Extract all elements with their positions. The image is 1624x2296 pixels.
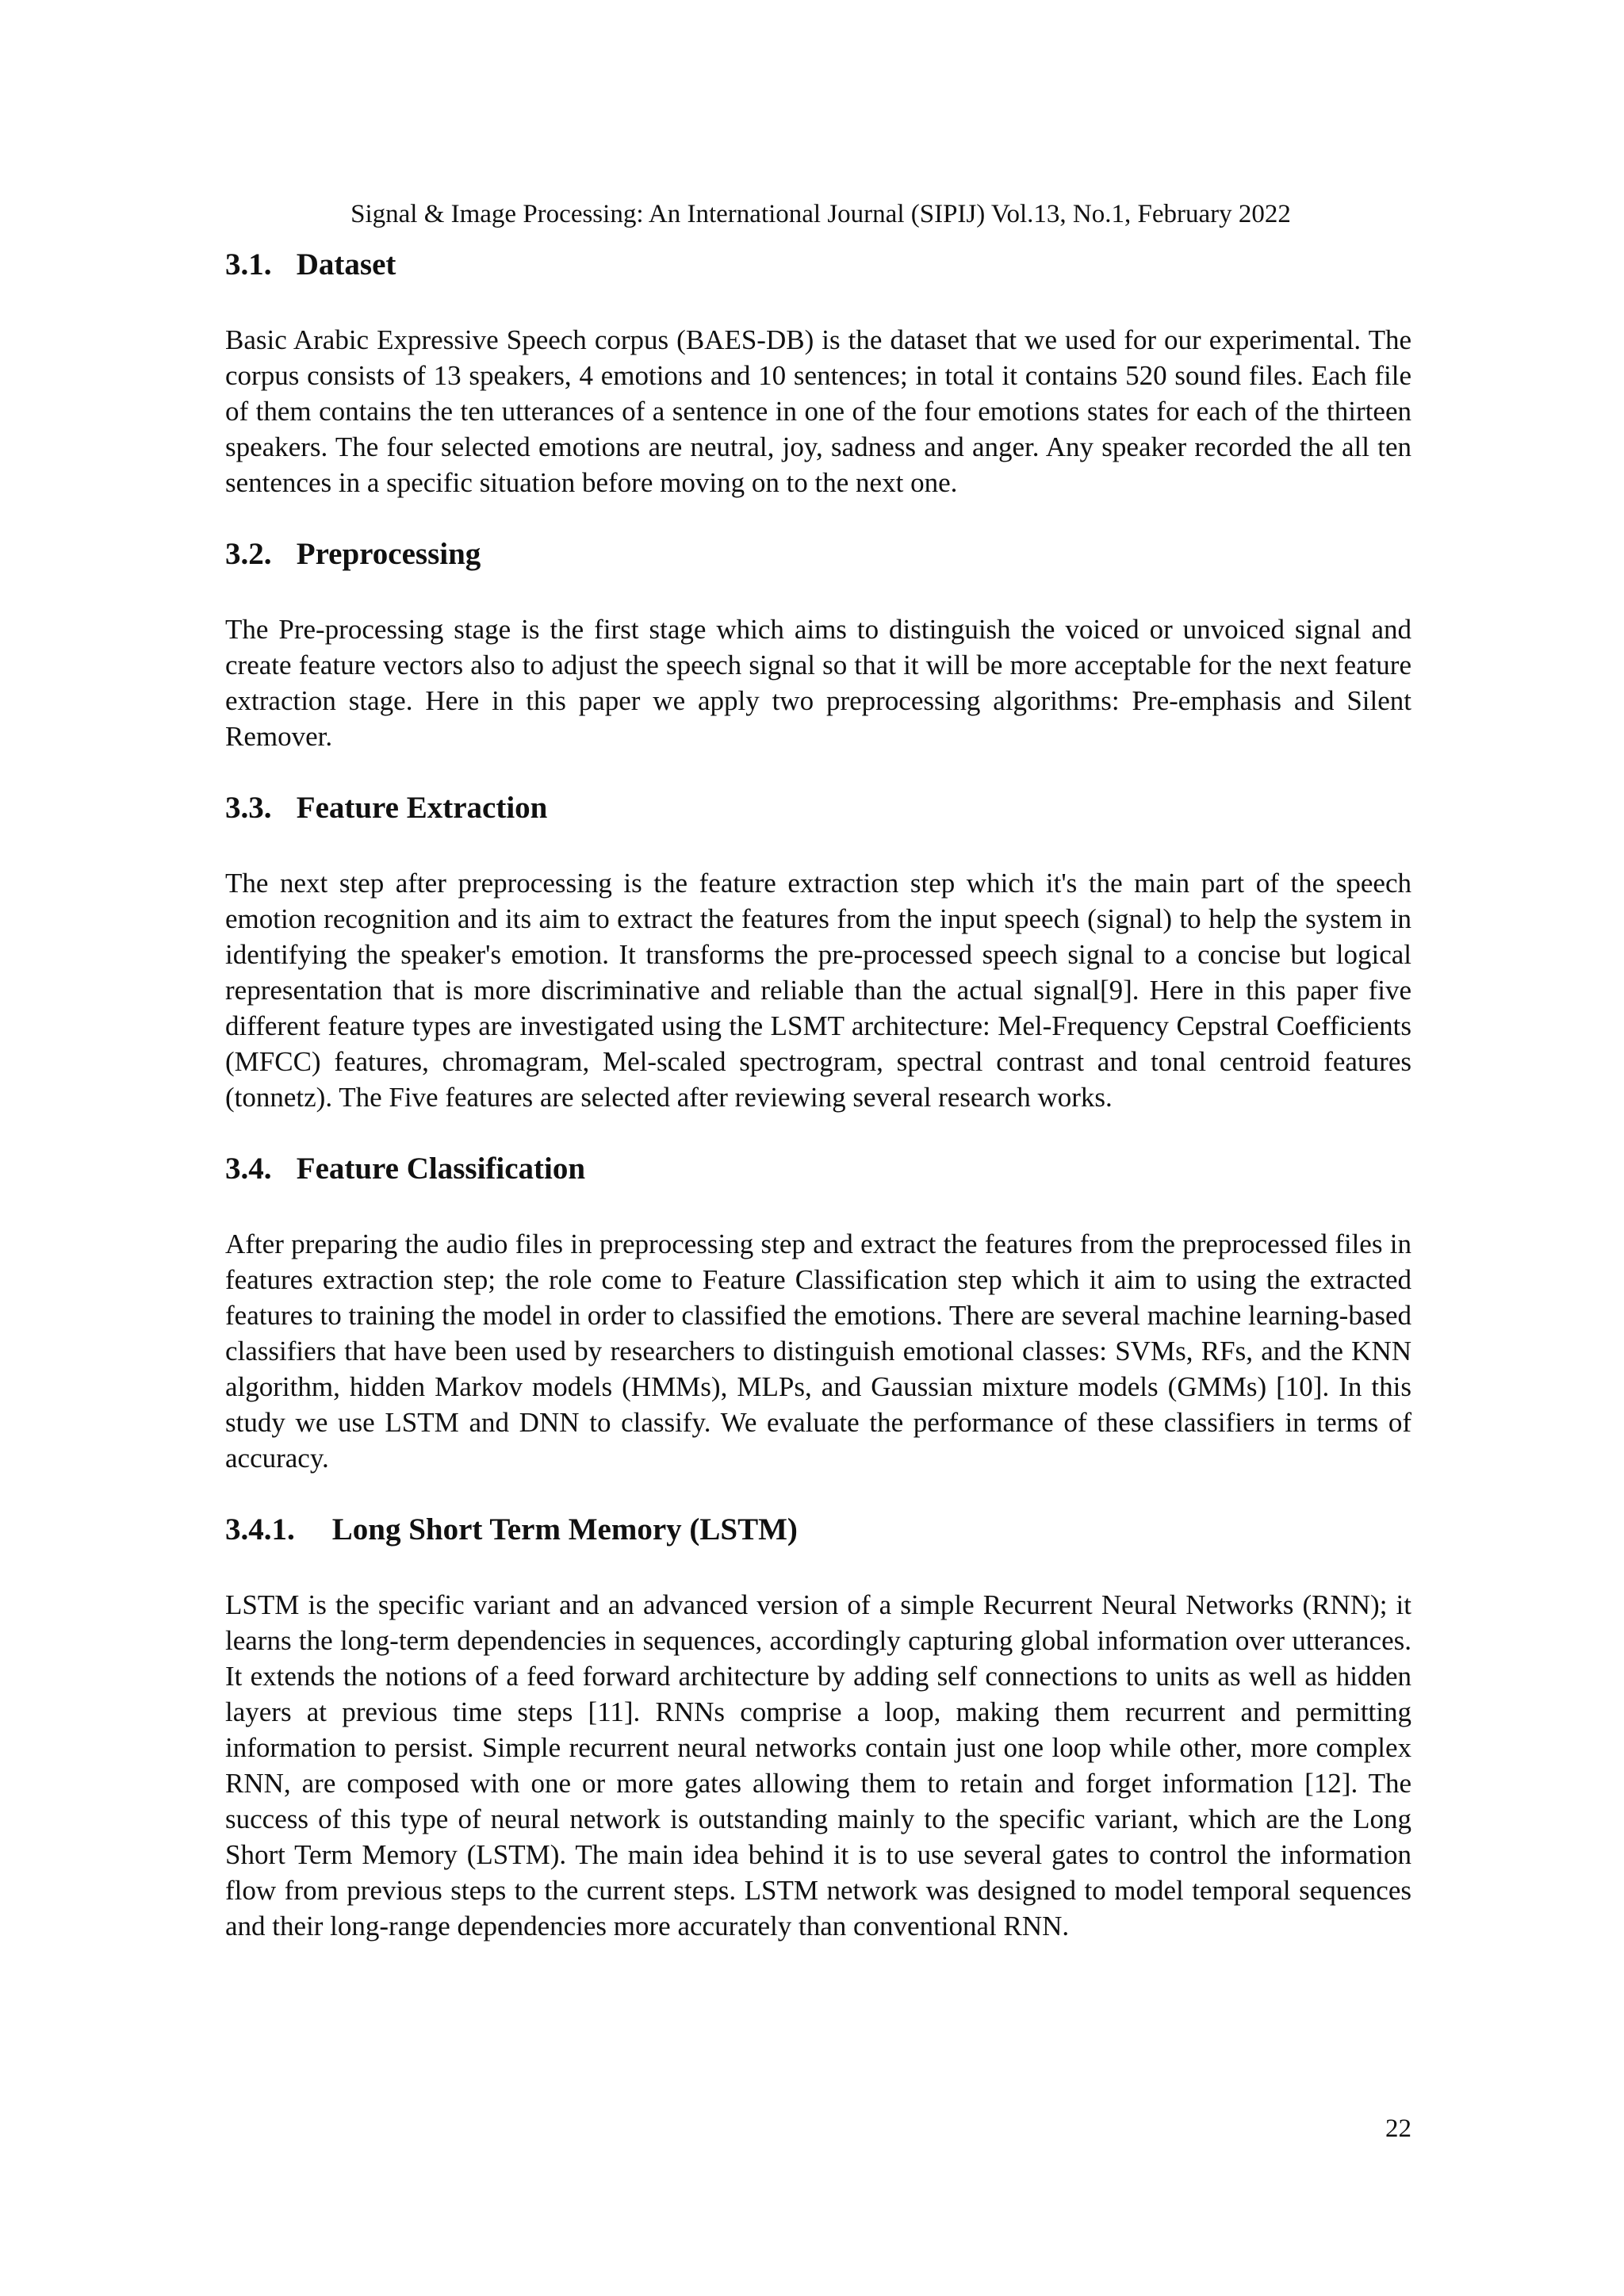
section-lstm [225,1508,1411,1944]
section-paragraph: Basic Arabic Expressive Speech corpus (BAES-DB) is the dataset that we used for our experimental. The corpus consists of 13 speakers, 4 emotions and 10 sentences; in total it contains 520 sound files. Each file of them contains the ten utterances of a sentence in one of the four emotions states for each of the thirteen speakers. The four selected emotions are neutral, joy, sadness and anger. Any speaker recorded the all ten sentences in a specific situation before moving on to the next one. [225,324,1411,498]
section-title: Preprocessing [296,537,481,571]
page-number: 22 [1385,2114,1411,2143]
section-feature-classification [225,1147,1411,1476]
section-heading [225,243,1411,287]
section-heading [225,532,1411,577]
section-number: 3.2. [225,537,272,571]
section-title: Long Short Term Memory (LSTM) [331,1512,798,1547]
section-number: 3.3. [225,791,272,825]
running-header: Signal & Image Processing: An International Journal (SIPIJ) Vol.13, No.1, February 2022 [350,200,1291,228]
subsection-heading [225,1508,1411,1552]
section-title: Dataset [296,247,396,282]
section-feature-extraction [225,786,1411,1115]
section-number: 3.4. [225,1152,272,1186]
section-paragraph: LSTM is the specific variant and an advanced version of a simple Recurrent Neural Networks (RNN); it learns the long-term dependencies in sequences, accordingly capturing global information over utterances. It extends the notions of a feed forward architecture by adding self connections to units as well as hidden layers at previous time steps [11]. RNNs comprise a loop, making them recurrent and permitting information to persist. Simple recurrent neural networks contain just one loop while other, more complex RNN, are composed with one or more gates allowing them to retain and forget information [12]. The success of this type of neural network is outstanding mainly to the specific variant, which are the Long Short Term Memory (LSTM). The main idea behind it is to use several gates to control the information flow from previous steps to the current steps. LSTM network was designed to model temporal sequences and their long-range dependencies more accurately than conventional RNN. [225,1589,1411,1941]
section-number: 3.4.1. [225,1512,295,1547]
section-title: Feature Classification [296,1152,586,1186]
section-title: Feature Extraction [296,791,548,825]
section-dataset [225,243,1411,500]
section-paragraph: The Pre-processing stage is the first stage which aims to distinguish the voiced or unvoiced signal and create feature vectors also to adjust the speech signal so that it will be more acceptable for the next feature extraction stage. Here in this paper we apply two preprocessing algorithms: Pre-emphasis and Silent Remover. [225,614,1411,752]
section-preprocessing [225,532,1411,754]
section-heading [225,786,1411,830]
section-heading [225,1147,1411,1191]
section-paragraph: After preparing the audio files in preprocessing step and extract the features from the preprocessed files in features extraction step; the role come to Feature Classification step which it aim to using the extracted features to training the model in order to classified the emotions. There are several machine learning-based classifiers that have been used by researchers to distinguish emotional classes: SVMs, RFs, and the KNN algorithm, hidden Markov models (HMMs), MLPs, and Gaussian mixture models (GMMs) [10]. In this study we use LSTM and DNN to classify. We evaluate the performance of these classifiers in terms of accuracy. [225,1228,1412,1474]
section-number: 3.1. [225,247,272,282]
section-paragraph: The next step after preprocessing is the feature extraction step which it's the main part of the speech emotion recognition and its aim to extract the features from the input speech (signal) to help the system in identifying the speaker's emotion. It transforms the pre-processed speech signal to a concise but logical representation that is more discriminative and reliable than the actual signal[9]. Here in this paper five different feature types are investigated using the LSMT architecture: Mel-Frequency Cepstral Coefficients (MFCC) features, chromagram, Mel-scaled spectrogram, spectral contrast and tonal centroid features (tonnetz). The Five features are selected after reviewing several research works. [225,868,1411,1113]
article-body [225,243,1411,1976]
